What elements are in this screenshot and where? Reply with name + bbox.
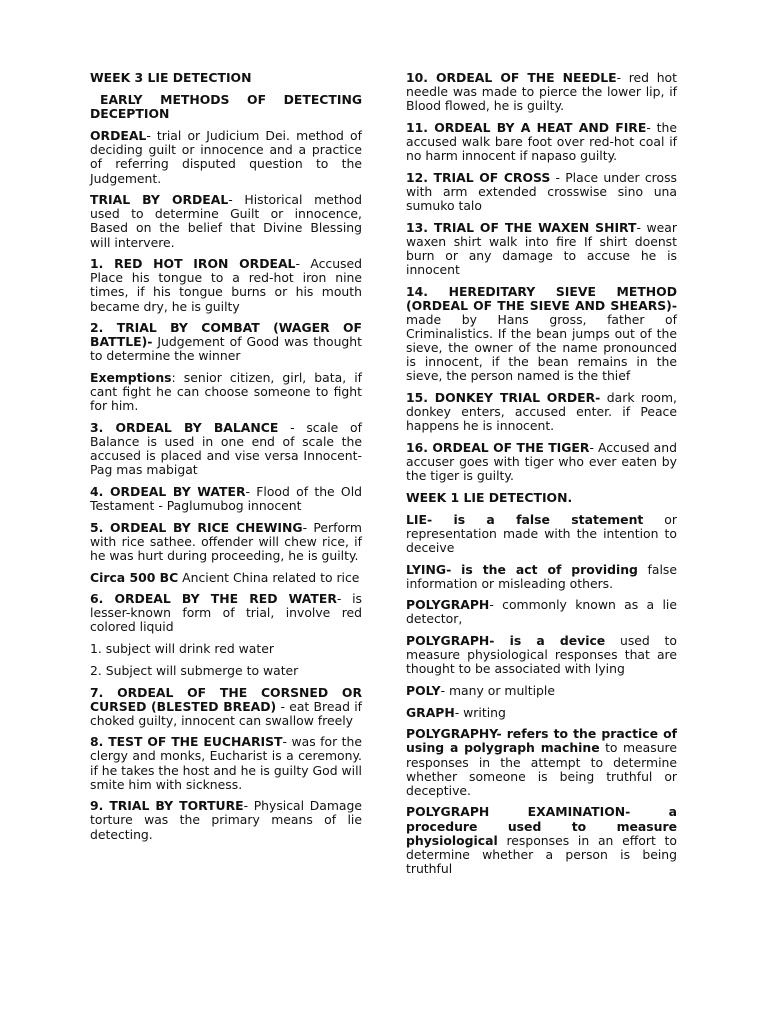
entry-term: POLY	[406, 683, 441, 698]
entry-term: Circa 500 BC	[90, 569, 179, 585]
entry-term: TRIAL BY ORDEAL	[90, 192, 229, 208]
entry-term: 3. ORDEAL BY BALANCE	[90, 419, 279, 435]
entry-paragraph	[90, 321, 362, 363]
entry-paragraph	[90, 664, 362, 678]
entry-term: LIE- is a false statement	[406, 511, 644, 527]
entry-term: 4. ORDEAL BY WATER	[90, 483, 246, 499]
entry-text: or representation made with the intention to deceive	[406, 511, 677, 555]
entry-text: : senior citizen, girl, bata, if cant fight he can choose someone to fight for him.	[90, 370, 362, 414]
entry-text: - Flood of the Old Testament - Paglumubog innocent	[90, 483, 362, 513]
entry-paragraph	[406, 598, 677, 626]
entry-text: - Accused and accuser goes with tiger who ever eaten by the tiger is guilty.	[406, 439, 677, 483]
entry-text: - is lesser-known form of trial, involve red colored liquid	[90, 591, 362, 635]
entry-term: 1. RED HOT IRON ORDEAL	[90, 256, 296, 272]
entry-paragraph	[90, 257, 362, 313]
entry-paragraph	[90, 686, 362, 728]
entry-paragraph	[406, 391, 677, 433]
entry-paragraph	[406, 706, 677, 720]
entry-paragraph	[406, 805, 677, 875]
entry-term: 6. ORDEAL BY THE RED WATER	[90, 591, 337, 607]
entry-term: 8. TEST OF THE EUCHARIST	[90, 734, 283, 750]
entry-text: - was for the clergy and monks, Eucharist is a ceremony. if he takes the host and he is guilty God will smite him with sickness.	[90, 734, 363, 792]
entry-term: POLYGRAPH- is a device	[406, 633, 606, 649]
entry-term: LYING- is the act of providing	[406, 561, 638, 577]
entry-paragraph	[90, 485, 362, 513]
entry-paragraph	[406, 121, 677, 163]
entry-paragraph	[406, 441, 677, 483]
entry-term: 14. HEREDITARY SIEVE METHOD (ORDEAL OF THE SIEVE AND SHEARS)-	[406, 283, 677, 313]
right-column	[406, 71, 677, 884]
entry-term: 5. ORDEAL BY RICE CHEWING	[90, 519, 303, 535]
entry-term: 15. DONKEY TRIAL ORDER-	[406, 389, 601, 405]
entry-text: - trial or Judicium Dei. method of deciding guilt or innocence and a practice of referring disputed question to the Judgement.	[90, 128, 362, 186]
entry-paragraph	[406, 71, 677, 113]
entry-text: Judgement of Good was thought to determine the winner	[90, 334, 362, 364]
entry-paragraph	[90, 421, 362, 477]
entry-term: 16. ORDEAL OF THE TIGER	[406, 439, 590, 455]
entry-text: used to measure physiological responses that are thought to be associated with lying	[406, 633, 677, 677]
entry-paragraph	[90, 129, 362, 185]
entry-text: - Accused Place his tongue to a red-hot iron nine times, if his tongue burns or his mouth became dry, he is guilty	[90, 256, 363, 314]
entry-paragraph	[406, 171, 677, 213]
entry-term: 7. ORDEAL OF THE CORSNED OR CURSED (BLESTED BREAD)	[90, 684, 362, 714]
entry-text: - the accused walk bare foot over red-hot coal if no harm innocent if napaso guilty.	[406, 119, 677, 164]
entry-term: POLYGRAPH	[406, 597, 490, 613]
entry-paragraph	[90, 571, 362, 585]
entry-text: to measure responses in the attempt to determine whether someone is being truthful or deceptive.	[406, 740, 677, 798]
entry-paragraph	[406, 634, 677, 676]
right-entries-bottom	[406, 513, 677, 876]
week1-heading: WEEK 1 LIE DETECTION.	[406, 489, 573, 505]
entry-text: - many or multiple	[440, 683, 555, 698]
entry-paragraph	[90, 193, 362, 249]
entry-text: - red hot needle was made to pierce the lower lip, if Blood flowed, he is guilty.	[406, 70, 677, 114]
entry-paragraph	[90, 735, 362, 791]
entry-text: - Physical Damage torture was the primary means of lie detecting.	[90, 798, 362, 842]
document-title: WEEK 3 LIE DETECTION	[90, 70, 252, 85]
entry-paragraph	[406, 727, 677, 797]
entry-paragraph	[406, 684, 677, 698]
entry-paragraph	[90, 521, 362, 563]
entry-text: dark room, donkey enters, accused enter. if Peace happens he is innocent.	[406, 389, 677, 434]
entry-paragraph	[90, 642, 362, 656]
left-column	[90, 71, 362, 849]
entry-text: - eat Bread if choked guilty, innocent can swallow freely	[90, 698, 362, 728]
entry-term: 12. TRIAL OF CROSS	[406, 169, 551, 185]
entry-term: 2. TRIAL BY COMBAT (WAGER OF BATTLE)-	[90, 320, 362, 350]
entry-text: - scale of Balance is used in one end of scale the accused is placed and vise versa Innocent-Pag mas mabigat	[90, 419, 362, 478]
right-entries-top	[406, 71, 677, 483]
entry-term: 10. ORDEAL OF THE NEEDLE	[406, 70, 617, 85]
entry-text: - Perform with rice sathee. offender will chew rice, if he was hurt during proceeding, he is guilty.	[90, 519, 362, 563]
entry-text: - commonly known as a lie detector,	[406, 597, 677, 627]
entry-paragraph	[406, 285, 677, 384]
entry-term: 11. ORDEAL BY A HEAT AND FIRE	[406, 119, 647, 135]
entry-text: Ancient China related to rice	[178, 569, 360, 585]
entry-paragraph	[406, 563, 677, 591]
section-heading: EARLY METHODS OF DETECTING DECEPTION	[90, 92, 362, 122]
entry-paragraph	[90, 371, 362, 413]
entry-text: - Place under cross with arm extended crosswise sino una sumuko talo	[406, 169, 677, 213]
entry-term: ORDEAL	[90, 128, 147, 144]
entry-text: false information or misleading others.	[406, 561, 677, 591]
entry-paragraph	[406, 513, 677, 555]
entry-term: POLYGRAPHY- refers to the practice of using a polygraph machine	[406, 726, 677, 756]
entry-text: - Historical method used to determine Guilt or innocence, Based on the belief that Divine Blessing will intervere.	[90, 192, 362, 250]
entry-text: responses in an effort to determine whether a person is being truthful	[406, 832, 677, 876]
entry-term: 13. TRIAL OF THE WAXEN SHIRT	[406, 219, 637, 235]
entry-paragraph	[90, 799, 362, 841]
entry-text: - writing	[454, 704, 506, 720]
left-entries	[90, 129, 362, 841]
entry-text: - wear waxen shirt walk into fire If shirt doenst burn or any damage to accuse he is innocent	[406, 219, 677, 277]
entry-term: POLYGRAPH EXAMINATION- a procedure used to measure physiological	[406, 804, 677, 848]
entry-term: GRAPH	[406, 704, 455, 720]
entry-text: made by Hans gross, father of Criminalistics. If the bean jumps out of the sieve, the owner of the name pronounced is innocent, if the bean remains in the sieve, the person named is the thief	[406, 311, 677, 384]
entry-term: Exemptions	[90, 370, 172, 386]
entry-text: 2. Subject will submerge to water	[90, 662, 299, 678]
entry-paragraph	[90, 592, 362, 634]
entry-paragraph	[406, 221, 677, 277]
entry-text: 1. subject will drink red water	[90, 641, 274, 657]
entry-term: 9. TRIAL BY TORTURE	[90, 798, 244, 814]
